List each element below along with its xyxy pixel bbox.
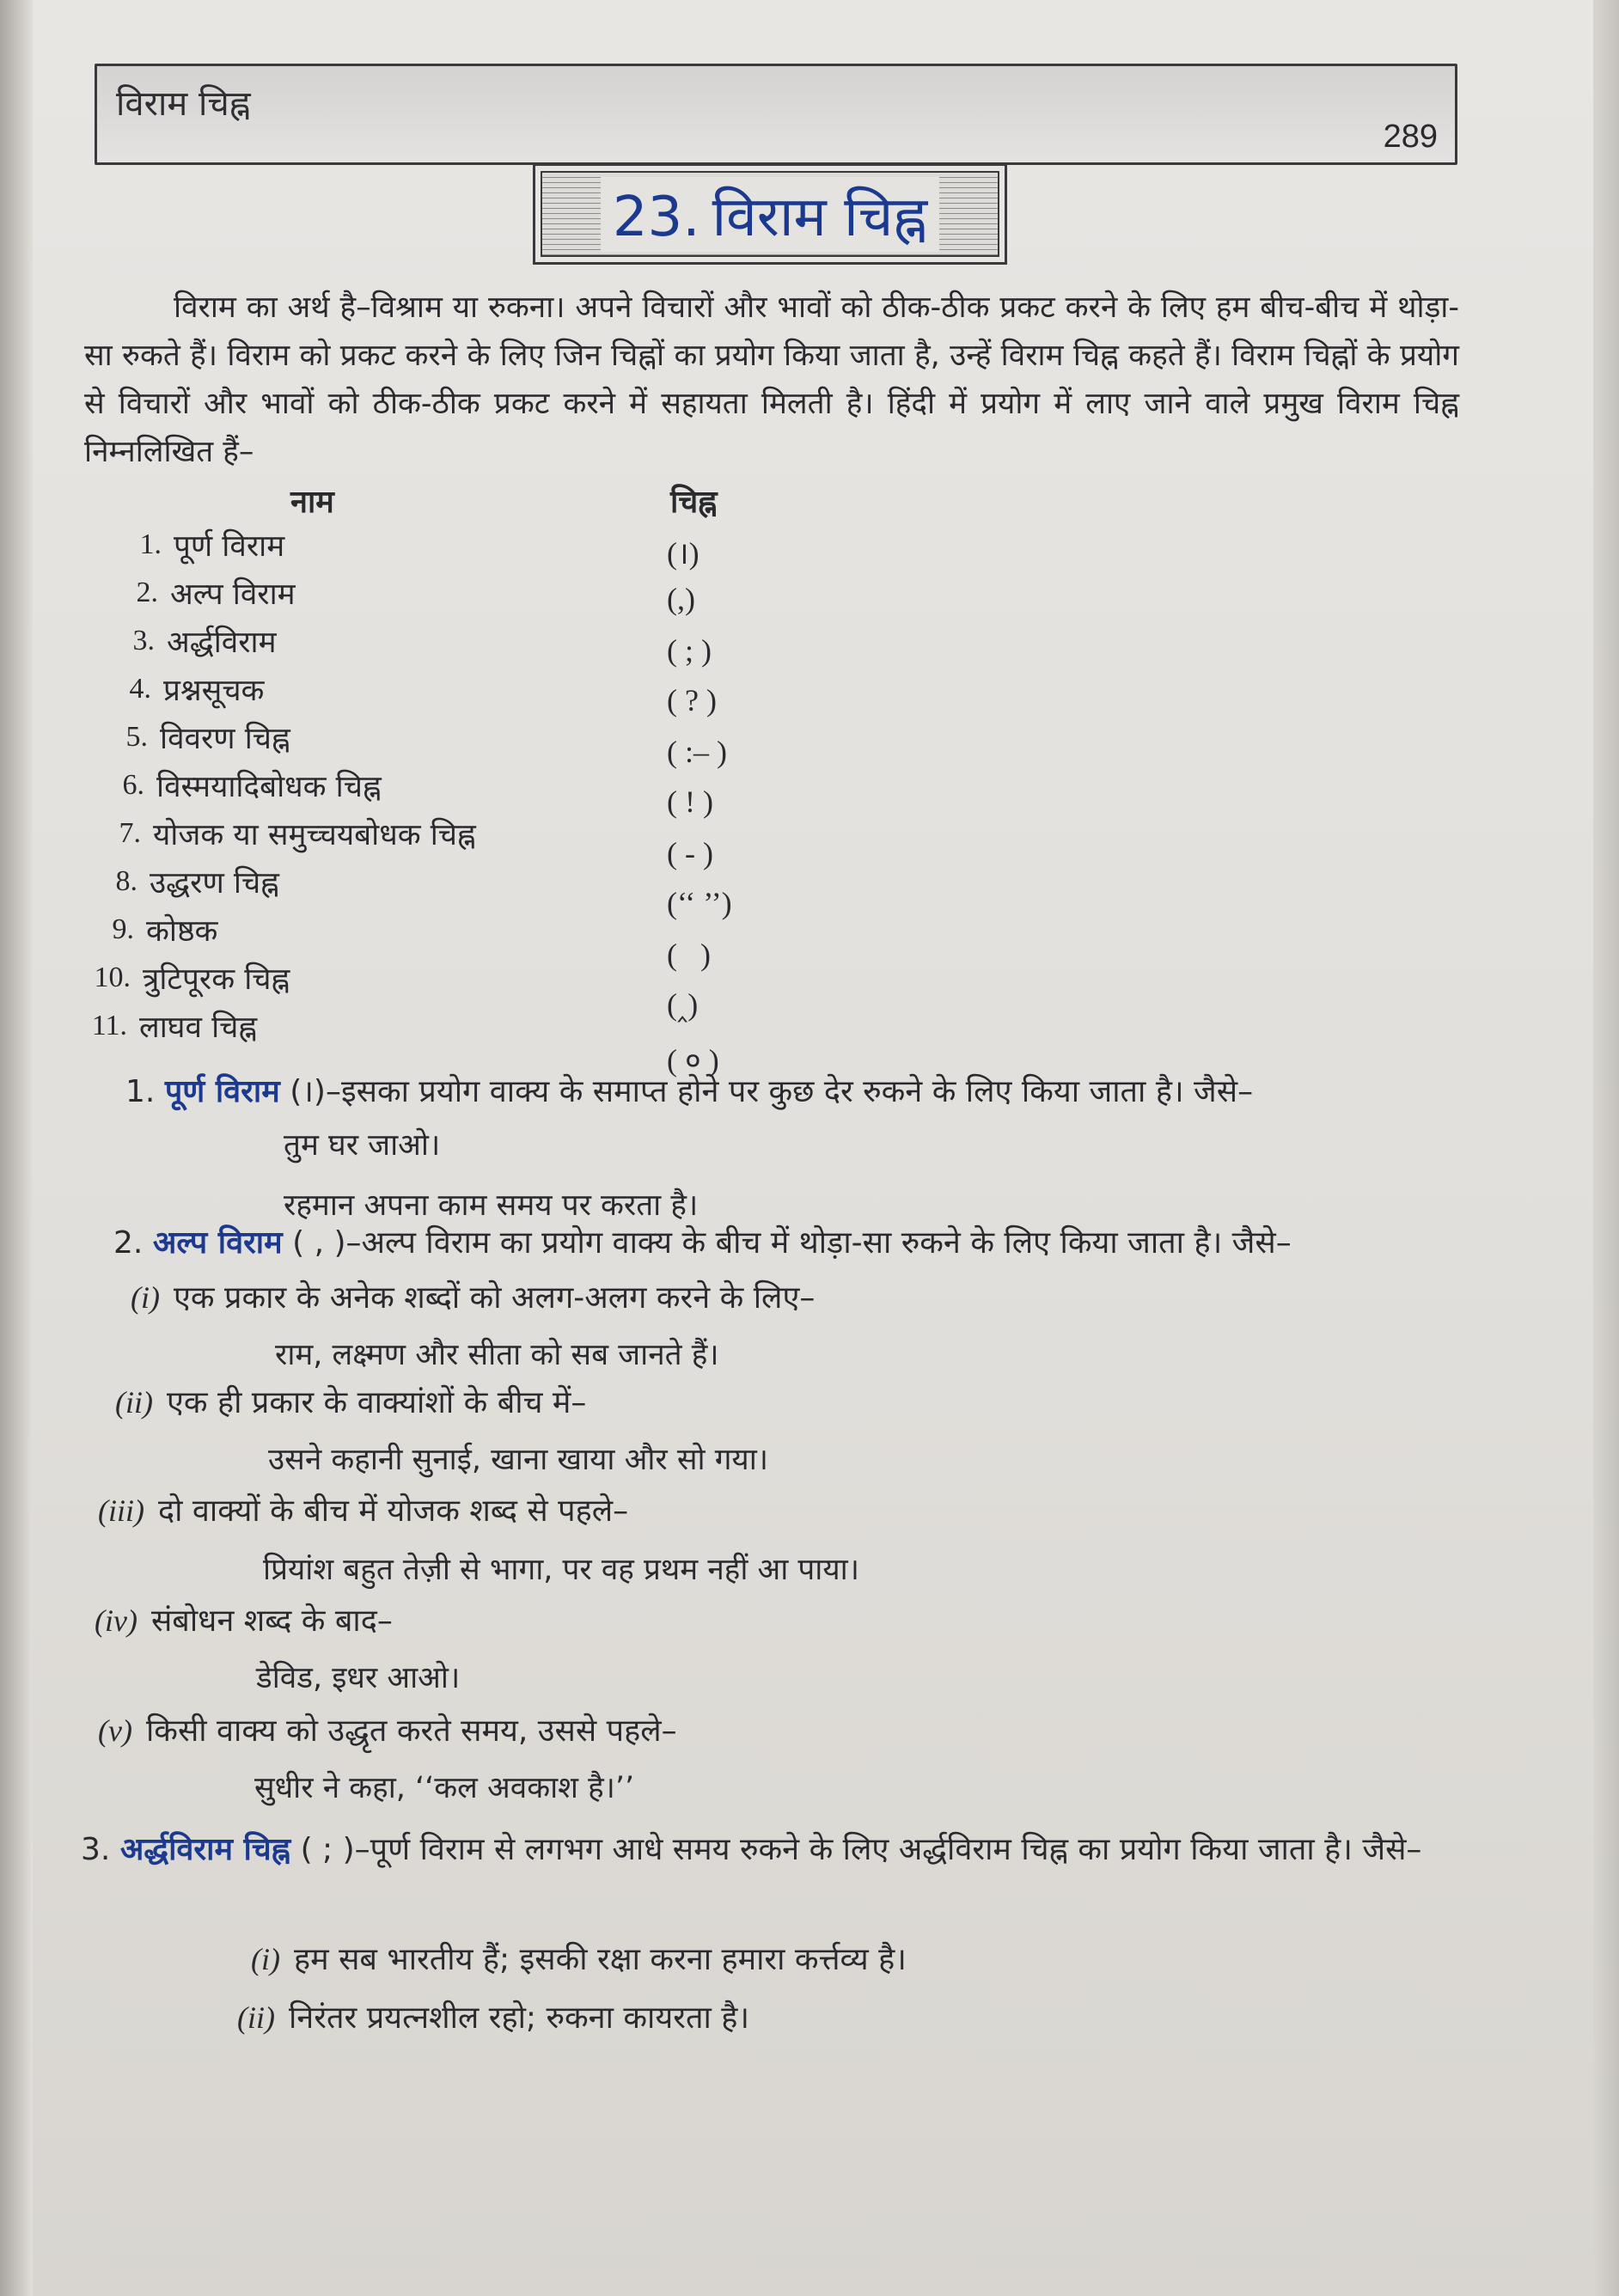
column-header-name: नाम [290, 485, 334, 520]
subpoint-label: (ii) [115, 1385, 153, 1420]
section-heading: पूर्ण विराम [164, 1074, 280, 1109]
subpoint-label: (i) [131, 1280, 160, 1315]
list-item-name: अल्प विराम [170, 577, 296, 612]
symbol-comma: (,) [667, 582, 695, 616]
section-semicolon [7, 1825, 1468, 1875]
section-text: –इसका प्रयोग वाक्य के समाप्त होने पर कुछ देर रुकने के लिए किया जाता है। जैसे– [325, 1074, 1254, 1109]
list-item-name: विवरण चिह्न [160, 721, 290, 756]
list-item-number: 11. [91, 1010, 127, 1041]
chapter-title-box [533, 163, 1007, 265]
section-text: –अल्प विराम का प्रयोग वाक्य के बीच में थोड़ा-सा रुकने के लिए किया जाता है। जैसे– [345, 1225, 1292, 1261]
section-symbol: ( ; ) [300, 1832, 355, 1867]
list-item-name: लाघव चिह्न [139, 1010, 258, 1045]
list-item-name: प्रश्नसूचक [163, 673, 265, 708]
section-number: 3. [81, 1832, 111, 1867]
running-header [95, 64, 1457, 165]
example-line: डेविड, इधर आओ। [256, 1661, 461, 1695]
example-label: (i) [251, 1942, 280, 1976]
list-item-number: 10. [94, 962, 131, 993]
chapter-title-text: विराम चिह्न [712, 185, 928, 249]
symbol-question: ( ? ) [667, 683, 717, 718]
chapter-title-inner [541, 171, 999, 257]
example-line [251, 1937, 907, 1979]
subpoint-text: संबोधन शब्द के बाद– [150, 1603, 393, 1639]
symbol-exclamation: ( ! ) [667, 785, 713, 819]
list-item-number: 5. [125, 721, 148, 753]
list-item [103, 617, 277, 665]
page-number: 289 [1383, 119, 1438, 155]
list-item-name: उद्धरण चिह्न [150, 865, 279, 901]
symbol-colon-dash: ( :– ) [667, 735, 727, 769]
symbol-quotes: (‘‘ ’’) [667, 886, 732, 920]
list-item [79, 954, 290, 1002]
symbol-hyphen: ( - ) [667, 836, 713, 870]
list-item [76, 1002, 257, 1050]
list-item-number: 1. [139, 528, 162, 560]
list-item-name: कोष्ठक [146, 913, 218, 949]
list-item [110, 521, 284, 569]
header-label: विराम चिह्न [116, 84, 251, 124]
subpoint [131, 1275, 815, 1317]
section-full-stop [125, 1069, 1253, 1111]
section-heading: अल्प विराम [152, 1225, 283, 1261]
list-item [82, 906, 217, 954]
example-text: निरंतर प्रयत्नशील रहो; रुकना कायरता है। [288, 2000, 750, 2036]
example-line: तुम घर जाओ। [284, 1128, 441, 1163]
list-item-number: 9. [112, 913, 134, 945]
list-item [86, 858, 279, 906]
subpoint-text: किसी वाक्य को उद्धृत करते समय, उससे पहले– [145, 1713, 677, 1749]
example-line: सुधीर ने कहा, ‘‘कल अवकाश है।’’ [254, 1771, 635, 1805]
subpoint-label: (iv) [95, 1603, 137, 1638]
subpoint-text: एक ही प्रकार के वाक्यांशों के बीच में– [166, 1385, 587, 1420]
section-number: 1. [125, 1074, 156, 1109]
list-item [96, 713, 290, 761]
section-number: 2. [113, 1225, 144, 1261]
subpoint-label: (v) [98, 1713, 132, 1748]
subpoint [98, 1708, 677, 1750]
subpoint [98, 1488, 628, 1530]
page-edge [1593, 0, 1619, 2296]
symbol-brackets: ( ) [667, 937, 711, 972]
list-item-number: 6. [122, 769, 144, 801]
chapter-number: 23. [612, 185, 700, 249]
section-comma [113, 1220, 1292, 1262]
list-item-name: त्रुटिपूरक चिह्न [143, 962, 290, 997]
list-item-number: 3. [132, 625, 155, 656]
example-text: हम सब भारतीय हैं; इसकी रक्षा करना हमारा कर्त्तव्य है। [293, 1942, 907, 1977]
example-line: उसने कहानी सुनाई, खाना खाया और सो गया। [268, 1443, 769, 1477]
subpoint [95, 1598, 393, 1640]
symbol-caret: (‸) [667, 987, 699, 1022]
example-line: रहमान अपना काम समय पर करता है। [284, 1188, 699, 1223]
list-item-number: 7. [119, 817, 141, 849]
section-symbol: ( , ) [292, 1225, 346, 1261]
page-binding-shadow [0, 0, 33, 2296]
symbol-semicolon: ( ; ) [667, 633, 712, 668]
list-item-name: विस्मयादिबोधक चिह्न [156, 769, 382, 804]
subpoint [115, 1380, 586, 1422]
list-item-number: 8. [115, 865, 137, 897]
symbol-abbreviation: ( ० ) [667, 1043, 719, 1078]
list-item [100, 665, 264, 713]
example-line: प्रियांश बहुत तेज़ी से भागा, पर वह प्रथम नहीं आ पाया। [263, 1553, 860, 1587]
example-label: (ii) [237, 2000, 275, 2035]
list-item [89, 809, 476, 858]
subpoint-text: एक प्रकार के अनेक शब्दों को अलग-अलग करने के लिए– [173, 1280, 816, 1316]
list-item-number: 4. [129, 673, 151, 705]
section-text: –पूर्ण विराम से लगभग आधे समय रुकने के लिए अर्द्धविराम चिह्न का प्रयोग किया जाता है। जैसे– [354, 1832, 1422, 1867]
list-item-name: योजक या समुच्चयबोधक चिह्न [153, 817, 476, 852]
subpoint-text: दो वाक्यों के बीच में योजक शब्द से पहले– [157, 1493, 629, 1529]
column-header-symbol: चिह्न [670, 485, 718, 520]
list-item-name: अर्द्धविराम [167, 625, 277, 660]
example-line: राम, लक्ष्मण और सीता को सब जानते हैं। [275, 1338, 719, 1372]
section-symbol: (।) [290, 1074, 326, 1109]
list-item-name: पूर्ण विराम [174, 528, 285, 564]
intro-paragraph: विराम का अर्थ है–विश्राम या रुकना। अपने विचारों और भावों को ठीक-ठीक प्रकट करने के लिए हम बीच-बीच में थोड़ा-सा रुकते हैं। विराम को प्रकट करने के लिए जिन चिह्नों का प्रयोग किया जाता है, उन्हें विराम चिह्न कहते हैं। विराम चिह्नों के प्रयोग से विचारों और भावों को ठीक-ठीक प्रकट करने में सहायता मिलती है। हिंदी में प्रयोग में लाए जाने वाले प्रमुख विराम चिह्न निम्नलिखित हैं– [84, 290, 1459, 469]
list-item-number: 2. [136, 577, 158, 608]
chapter-title [601, 177, 939, 252]
example-line [237, 1995, 749, 2037]
list-item [107, 569, 296, 617]
symbol-full-stop: (।) [667, 536, 700, 571]
list-item [93, 761, 382, 809]
section-heading: अर्द्धविराम चिह्न [119, 1832, 291, 1867]
subpoint-label: (iii) [98, 1493, 144, 1528]
